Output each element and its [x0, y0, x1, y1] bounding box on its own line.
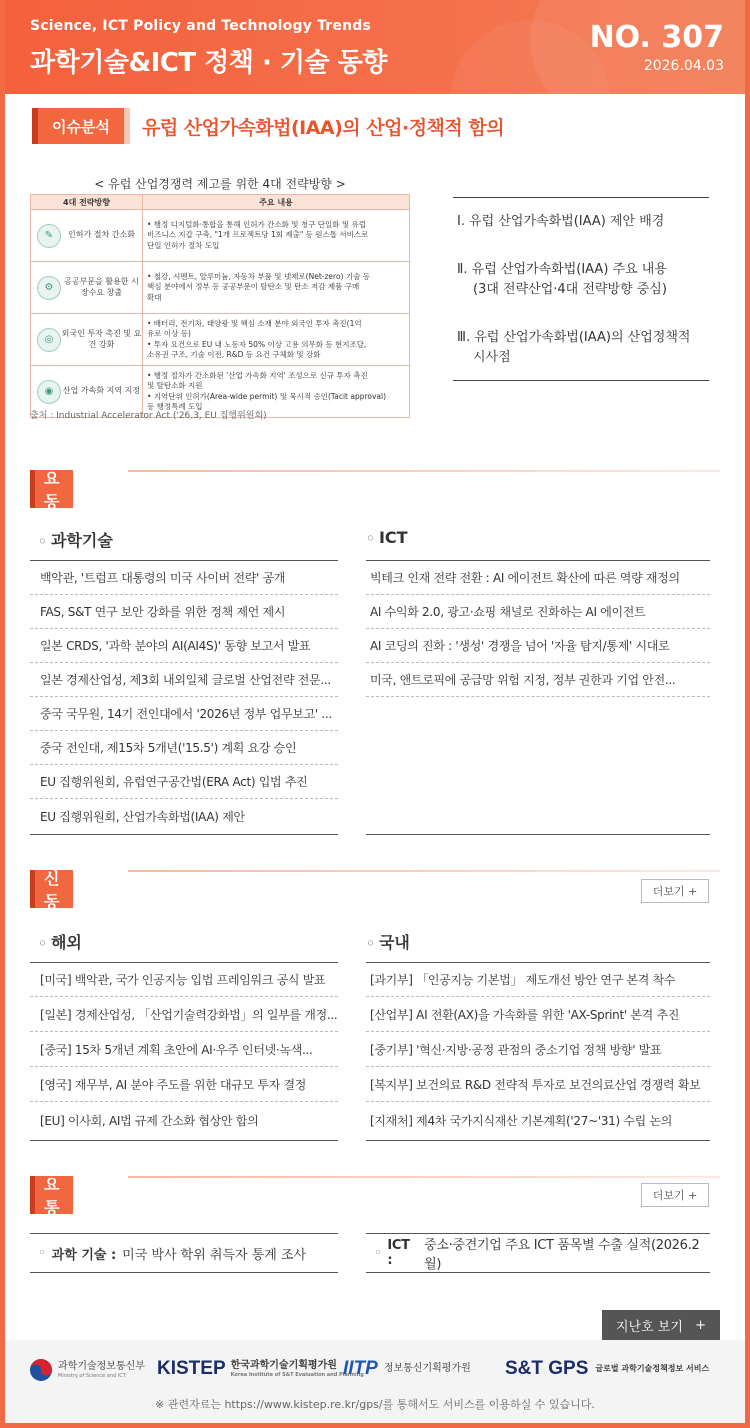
news-item[interactable]: [과기부] 「인공지능 기본법」 제도개선 방안 연구 본격 착수 [366, 963, 710, 997]
footer-note: ※ 관련자료는 https://www.kistep.re.kr/gps/를 통해서도 서비스를 이용하실 수 있습니다. [155, 1398, 595, 1411]
gps-wordmark: S&T GPS [505, 1358, 589, 1379]
kistep-name-en: Korea Institute of S&T Evaluation and Planning [230, 1372, 364, 1379]
strategy-desc: 확대 [147, 292, 162, 302]
strategy-desc: 단일 인허가 절차 도입 [147, 240, 220, 250]
strategy-desc: 유로 이상 등) [147, 329, 191, 339]
news-item[interactable]: 중국 국무원, 14기 전인대에서 '2026년 정부 업무보고' ... [30, 697, 338, 731]
news-item[interactable]: 일본 CRDS, '과학 분야의 AI(AI4S)' 동향 보고서 발표 [30, 629, 338, 663]
document-icon: ✎ [37, 224, 61, 248]
figure-caption: < 유럽 산업경쟁력 제고를 위한 4대 전략방향 > [94, 177, 346, 191]
stat-label: ◦ ICT : [387, 1238, 410, 1268]
news-item[interactable]: EU 집행위원회, 유럽연구공간법(ERA Act) 입법 추진 [30, 765, 338, 799]
news-item[interactable]: [중국] 15차 5개년 계획 초안에 AI·우주 인터넷·녹색... [30, 1033, 338, 1067]
strategy-name: 인허가 절차 간소화 [68, 230, 135, 240]
strategy-desc: 및 탈탄소화 지원 [147, 381, 203, 391]
section-divider [128, 1176, 720, 1178]
news-item[interactable]: [일본] 경제산업성, 「산업기술력강화법」의 일부를 개정... [30, 998, 338, 1032]
main-trends-badge: 주요 동향 [30, 470, 73, 508]
header-title: 과학기술&ICT 정책 · 기술 동향 [30, 48, 387, 78]
plus-icon: + [695, 1317, 706, 1333]
column-title-domestic: ◦ 국내 [366, 930, 410, 953]
issue-badge: 이슈분석 [32, 108, 130, 144]
toc-item[interactable]: Ⅱ. 유럽 산업가속화법(IAA) 주요 내용 [457, 262, 667, 277]
column-divider [30, 1140, 338, 1141]
target-icon: ◎ [37, 328, 61, 352]
strategy-desc: • 행정 절차가 간소화된 '산업 가속화 지역' 조성으로 신규 투자 촉진 [147, 371, 368, 381]
stats-more-button[interactable]: 더보기 + [641, 1183, 709, 1207]
iitp-logo[interactable] [343, 1358, 471, 1380]
table-header: 주요 내용 [143, 195, 410, 210]
past-issues-button[interactable] [602, 1310, 720, 1340]
footer [5, 1340, 745, 1423]
news-item[interactable]: [미국] 백악관, 국가 인공지능 입법 프레임워크 공식 발표 [30, 963, 338, 997]
toc-item[interactable]: Ⅲ. 유럽 산업가속화법(IAA)의 산업정책적 [457, 330, 691, 345]
column-title-science: ◦ 과학기술 [38, 528, 113, 551]
stat-text: 중소·중견기업 주요 ICT 품목별 수출 실적(2026.2월) [424, 1238, 700, 1272]
radar-icon: ◉ [37, 380, 61, 404]
gps-name: 글로벌 과학기술정책정보 서비스 [595, 1364, 710, 1373]
news-item[interactable]: 백악관, '트럼프 대통령의 미국 사이버 전략' 공개 [30, 561, 338, 595]
strategy-desc: 비즈니스 지갑 구축, "1개 프로젝트당 1회 제출" 등 원스톱 서비스로 [147, 230, 369, 240]
header-subtitle: Science, ICT Policy and Technology Trends [30, 18, 372, 34]
strategy-name: 외국인 투자 촉진 및 요건 강화 [61, 328, 142, 349]
taegeuk-icon [29, 1358, 53, 1382]
stat-label: ◦ 과학 기술 : [51, 1247, 117, 1263]
msit-logo[interactable] [29, 1358, 145, 1382]
strategy-desc: 소유권 구조, 기술 이전, R&D 등 요건 구체화 및 강화 [147, 349, 321, 359]
stat-ict[interactable] [366, 1233, 710, 1273]
strategy-desc: • 행정 디지털화·통합을 통해 인허가 간소화 및 청구 단일화 및 유럽 [147, 220, 367, 230]
news-item[interactable]: EU 집행위원회, 산업가속화법(IAA) 제안 [40, 809, 245, 824]
strategy-desc: • 철강, 시멘트, 알루미늄, 자동차 부품 및 넷제로(Net-zero) 기술 등 [147, 272, 370, 282]
iitp-wordmark: IITP [343, 1358, 378, 1379]
strategy-desc: • 배터리, 전기차, 태양광 및 핵심 소재 분야 외국인 투자 촉진(1억 [147, 319, 362, 329]
strategy-desc: • 투자 요건으로 EU 내 노동자 50% 이상 고용 의무화 등 현지조달, [147, 339, 367, 349]
kistep-wordmark: KISTEP [157, 1358, 226, 1379]
gps-logo[interactable] [505, 1358, 709, 1380]
table-row [31, 262, 410, 314]
column-divider [366, 834, 710, 835]
news-item[interactable]: 빅테크 인재 전략 전환 : AI 에이전트 확산에 따른 역량 재정의 [366, 561, 710, 595]
news-item[interactable]: [영국] 재무부, AI 분야 주도를 위한 대규모 투자 결정 [30, 1068, 338, 1102]
news-item[interactable]: [중기부] '혁신·지방·공정 관점의 중소기업 정책 방향' 발표 [366, 1033, 710, 1067]
strategy-name: 산업 가속화 지역 지정 [62, 386, 141, 396]
table-header: 4대 전략방향 [31, 195, 143, 210]
news-item[interactable]: 중국 전인대, 제15차 5개년('15.5') 계획 요강 승인 [30, 731, 338, 765]
strategy-desc: 등 행정특례 도입 [147, 401, 203, 411]
strategy-name: 공공부문을 활용한 시장수요 창출 [64, 276, 139, 297]
brief-news-more-button[interactable]: 더보기 + [641, 879, 709, 903]
gear-icon: ⚙ [37, 276, 61, 300]
news-item[interactable]: [복지부] 보건의료 R&D 전략적 투자로 보건의료산업 경쟁력 확보 [366, 1068, 710, 1102]
strategy-desc: 핵심 분야에서 정부 등 공공부문이 탈탄소 및 탄소 저감 제품 구매 [147, 282, 360, 292]
figure-source: 출처 : Industrial Accelerator Act ('26.3, EU 집행위원회) [30, 411, 267, 421]
brief-news-badge: 단신 동향 [30, 870, 73, 908]
news-item[interactable]: [EU] 이사회, AI법 규제 간소화 협상안 합의 [40, 1113, 259, 1128]
section-divider [128, 870, 720, 872]
table-of-contents [453, 197, 709, 381]
news-item[interactable]: AI 코딩의 진화 : '생성' 경쟁을 넘어 '자율 탐지/통제' 시대로 [366, 629, 710, 663]
news-item[interactable]: AI 수익화 2.0, 광고·쇼핑 채널로 진화하는 AI 에이전트 [366, 595, 710, 629]
stat-science[interactable] [30, 1233, 338, 1273]
column-divider [366, 1140, 710, 1141]
column-title-ict: ◦ ICT [366, 528, 408, 547]
issue-number: NO. 307 [589, 20, 724, 55]
news-item[interactable]: 미국, 앤트로픽에 공급망 위험 지정, 정부 권한과 기업 안전... [366, 663, 710, 697]
toc-item[interactable]: (3대 전략산업·4대 전략방향 중심) [473, 282, 667, 297]
toc-item[interactable]: 시사점 [473, 350, 511, 365]
kistep-logo[interactable] [157, 1358, 364, 1380]
strategy-table [30, 194, 410, 418]
stats-badge: 주요 통계 [30, 1176, 73, 1214]
news-item[interactable]: 일본 경제산업성, 제3회 내외일체 글로벌 산업전략 전문... [30, 663, 338, 697]
kistep-name: 한국과학기술기획평가원 [230, 1359, 337, 1371]
column-divider [30, 834, 338, 835]
past-issues-label: 지난호 보기 [616, 1319, 683, 1335]
table-row [31, 210, 410, 262]
news-item[interactable]: [산업부] AI 전환(AX)을 가속화를 위한 'AX-Sprint' 본격 추진 [366, 998, 710, 1032]
news-item[interactable]: [지재처] 제4차 국가지식재산 기본계획('27~'31) 수립 논의 [370, 1113, 673, 1128]
column-title-overseas: ◦ 해외 [38, 930, 82, 953]
issue-date: 2026.04.03 [643, 58, 724, 74]
stat-text: 미국 박사 학위 취득자 통계 조사 [122, 1247, 307, 1263]
table-row [31, 314, 410, 366]
section-divider [128, 470, 720, 472]
msit-name-en: Ministry of Science and ICT [58, 1373, 126, 1380]
toc-item[interactable]: Ⅰ. 유럽 산업가속화법(IAA) 제안 배경 [457, 214, 665, 229]
msit-name: 과학기술정보통신부 [58, 1360, 145, 1372]
news-item[interactable]: FAS, S&T 연구 보안 강화를 위한 정책 제언 제시 [30, 595, 338, 629]
iitp-name: 정보통신기획평가원 [383, 1362, 471, 1374]
issue-title-link[interactable]: 유럽 산업가속화법(IAA)의 산업·정책적 함의 [142, 117, 505, 139]
header-banner [0, 0, 750, 94]
strategy-desc: • 지역단위 인허가(Area-wide permit) 및 묵시적 승인(Tacit approval) [147, 391, 387, 401]
